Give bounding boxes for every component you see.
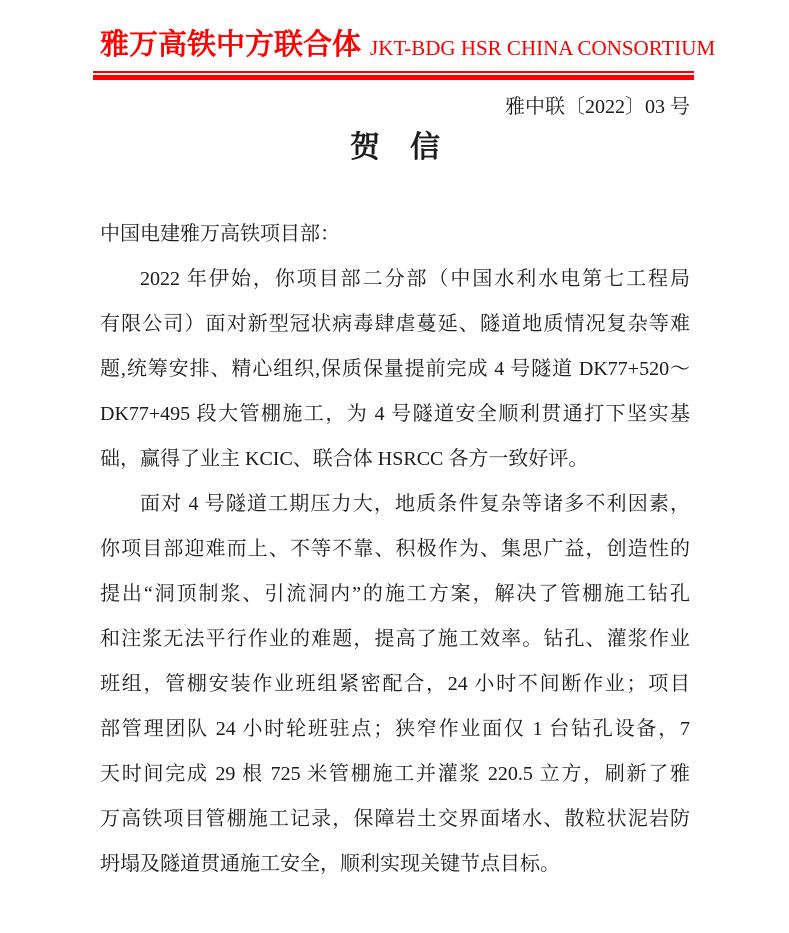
body-line: 有限公司）面对新型冠状病毒肆虐蔓延、隧道地质情况复杂等难	[100, 312, 690, 335]
letterhead-divider-rule	[93, 71, 694, 80]
org-name-english: JKT-BDG HSR CHINA CONSORTIUM	[370, 35, 716, 60]
salutation: 中国电建雅万高铁项目部：	[100, 222, 340, 245]
body-line: 题,统筹安排、精心组织,保质保量提前完成 4 号隧道 DK77+520～	[100, 357, 690, 380]
body-line: 坍塌及隧道贯通施工安全，顺利实现关键节点目标。	[100, 852, 560, 875]
body-line: 提出“洞顶制浆、引流洞内”的施工方案，解决了管棚施工钻孔	[100, 582, 690, 605]
body-line: 和注浆无法平行作业的难题，提高了施工效率。钻孔、灌浆作业	[100, 627, 690, 650]
paragraph-2	[100, 482, 690, 887]
letter-body	[100, 212, 690, 887]
document-reference-number: 雅中联〔2022〕03 号	[505, 95, 690, 118]
paragraph-1	[100, 257, 690, 482]
letter-title: 贺 信	[350, 130, 440, 164]
body-line: 班组，管棚安装作业班组紧密配合，24 小时不间断作业；项目	[100, 672, 690, 695]
org-name-chinese: 雅万高铁中方联合体	[100, 29, 362, 61]
body-line: 部管理团队 24 小时轮班驻点；狭窄作业面仅 1 台钻孔设备，7	[100, 717, 690, 740]
letterhead	[100, 0, 716, 62]
body-line: 2022 年伊始，你项目部二分部（中国水利水电第七工程局	[140, 267, 690, 290]
body-line: 万高铁项目管棚施工记录，保障岩土交界面堵水、散粒状泥岩防	[100, 807, 690, 830]
body-line: 面对 4 号隧道工期压力大，地质条件复杂等诸多不利因素，	[140, 492, 690, 515]
body-line: 础，赢得了业主 KCIC、联合体 HSRCC 各方一致好评。	[100, 447, 589, 470]
body-line: DK77+495 段大管棚施工，为 4 号隧道安全顺利贯通打下坚实基	[100, 402, 690, 425]
body-line: 你项目部迎难而上、不等不靠、积极作为、集思广益，创造性的	[100, 537, 690, 560]
body-line: 天时间完成 29 根 725 米管棚施工并灌浆 220.5 立方，刷新了雅	[100, 762, 690, 785]
